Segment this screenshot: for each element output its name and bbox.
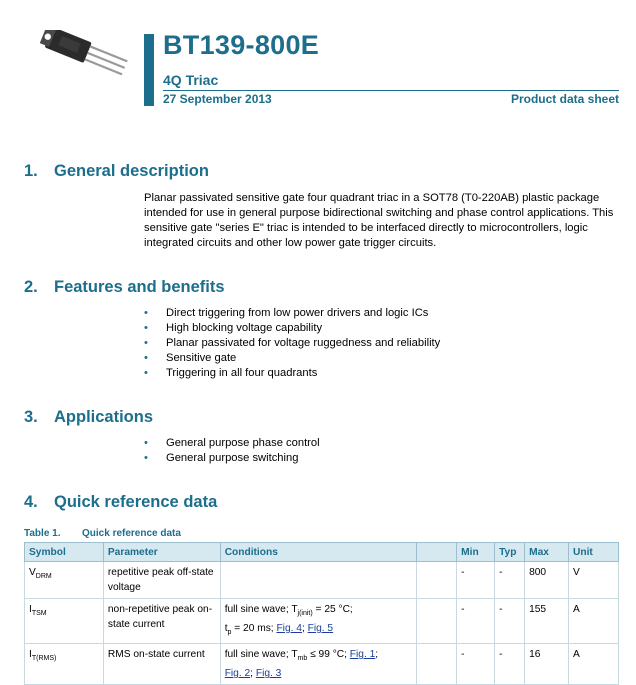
min-cell: - bbox=[457, 599, 495, 644]
section-heading-features bbox=[24, 278, 225, 297]
unit-cell: A bbox=[569, 599, 619, 644]
list-item-text: General purpose phase control bbox=[166, 437, 320, 449]
spacer-cell bbox=[417, 599, 457, 644]
section-heading-quick-reference bbox=[24, 493, 217, 512]
list-item bbox=[144, 366, 440, 381]
symbol-subscript: TSM bbox=[31, 610, 47, 618]
condition-subscript: mb bbox=[297, 655, 308, 663]
list-item bbox=[144, 321, 440, 336]
conditions-cell bbox=[220, 599, 417, 644]
section-title: Applications bbox=[54, 408, 154, 426]
conditions-cell bbox=[220, 562, 417, 599]
section-number: 2. bbox=[24, 278, 38, 296]
list-item-text: Sensitive gate bbox=[166, 352, 237, 364]
document-type: Product data sheet bbox=[510, 92, 619, 106]
symbol-text: V bbox=[29, 567, 36, 578]
applications-list bbox=[144, 436, 320, 466]
condition-text: ≤ 99 °C; bbox=[307, 649, 350, 661]
min-cell: - bbox=[457, 562, 495, 599]
parameter-cell: repetitive peak off-state voltage bbox=[103, 562, 220, 599]
column-header-conditions: Conditions bbox=[220, 543, 417, 562]
bullet-icon: • bbox=[144, 337, 148, 349]
condition-separator: ; bbox=[375, 649, 379, 661]
table-title: Quick reference data bbox=[82, 528, 181, 539]
list-item bbox=[144, 436, 320, 451]
section-number: 3. bbox=[24, 408, 38, 426]
max-cell: 16 bbox=[525, 644, 569, 685]
figure-link-fig-4[interactable]: Fig. 4 bbox=[276, 623, 302, 635]
section-title: General description bbox=[54, 162, 209, 180]
condition-text: = 25 °C; bbox=[312, 604, 353, 615]
typ-cell: - bbox=[495, 562, 525, 599]
table-number: Table 1. bbox=[24, 528, 61, 539]
condition-subscript: p bbox=[227, 629, 232, 637]
bullet-icon: • bbox=[144, 307, 148, 319]
figure-link-fig-1[interactable]: Fig. 1 bbox=[349, 649, 376, 661]
symbol-cell bbox=[25, 599, 104, 644]
column-header-unit: Unit bbox=[569, 543, 619, 562]
bullet-icon: • bbox=[144, 352, 148, 364]
header-accent-bar bbox=[144, 34, 154, 106]
section-number: 1. bbox=[24, 162, 38, 180]
unit-cell: V bbox=[569, 562, 619, 599]
condition-text: = 20 ms; bbox=[231, 623, 277, 635]
table-row bbox=[25, 562, 619, 599]
quick-reference-table bbox=[24, 542, 619, 685]
column-header-typ: Typ bbox=[495, 543, 525, 562]
symbol-cell bbox=[25, 562, 104, 599]
symbol-text: I bbox=[29, 649, 32, 661]
condition-separator: ; bbox=[250, 668, 256, 680]
list-item-text: Direct triggering from low power drivers and logic ICs bbox=[166, 307, 429, 319]
symbol-text: I bbox=[29, 604, 32, 615]
list-item-text: Triggering in all four quadrants bbox=[166, 367, 318, 379]
list-item-text: High blocking voltage capability bbox=[166, 322, 323, 334]
condition-separator: ; bbox=[301, 623, 308, 635]
column-header-min: Min bbox=[457, 543, 495, 562]
typ-cell: - bbox=[495, 599, 525, 644]
symbol-cell bbox=[25, 644, 104, 685]
parameter-cell: non-repetitive peak on-state current bbox=[103, 599, 220, 644]
general-description-text: Planar passivated sensitive gate four quadrant triac in a SOT78 (T0-220AB) plastic package intended for use in general purpose bidirectional switching and phase control applications. This sensitive gate "series E" triac is intended to be interfaced directly to microcontrollers, logic integrated circuits and other low power gate trigger circuits. bbox=[144, 192, 614, 249]
list-item bbox=[144, 306, 440, 321]
condition-text: t bbox=[224, 623, 228, 635]
section-heading-general-description bbox=[24, 162, 209, 181]
section-heading-applications bbox=[24, 408, 153, 427]
header-divider bbox=[163, 90, 619, 91]
spacer-cell bbox=[417, 644, 457, 685]
features-list bbox=[144, 306, 440, 381]
spacer-cell bbox=[417, 562, 457, 599]
column-header-spacer bbox=[417, 543, 457, 562]
bullet-icon: • bbox=[144, 452, 148, 464]
figure-link-fig-2[interactable]: Fig. 2 bbox=[224, 668, 251, 680]
bullet-icon: • bbox=[144, 322, 148, 334]
bullet-icon: • bbox=[144, 367, 148, 379]
max-cell: 155 bbox=[525, 599, 569, 644]
column-header-symbol: Symbol bbox=[25, 543, 104, 562]
section-title: Features and benefits bbox=[54, 278, 225, 296]
max-cell: 800 bbox=[525, 562, 569, 599]
bullet-icon: • bbox=[144, 437, 148, 449]
figure-link-fig-3[interactable]: Fig. 3 bbox=[255, 668, 282, 680]
typ-cell: - bbox=[495, 644, 525, 685]
document-subtitle: 4Q Triac bbox=[163, 72, 219, 88]
list-item bbox=[144, 336, 440, 351]
table-caption bbox=[24, 528, 181, 539]
column-header-max: Max bbox=[525, 543, 569, 562]
list-item bbox=[144, 351, 440, 366]
document-date: 27 September 2013 bbox=[163, 92, 272, 106]
min-cell: - bbox=[457, 644, 495, 685]
list-item-text: Planar passivated for voltage ruggedness and reliability bbox=[166, 337, 441, 349]
column-header-parameter: Parameter bbox=[103, 543, 220, 562]
parameter-cell: RMS on-state current bbox=[103, 644, 220, 685]
symbol-subscript: T(RMS) bbox=[31, 655, 57, 663]
table-row bbox=[25, 644, 619, 685]
list-item bbox=[144, 451, 320, 466]
list-item-text: General purpose switching bbox=[166, 452, 299, 464]
condition-text: full sine wave; T bbox=[224, 649, 298, 661]
figure-link-fig-5[interactable]: Fig. 5 bbox=[307, 623, 334, 635]
table-header-row bbox=[25, 543, 619, 562]
section-title: Quick reference data bbox=[54, 493, 218, 511]
conditions-cell bbox=[220, 644, 417, 685]
unit-cell: A bbox=[569, 644, 619, 685]
condition-subscript: j(init) bbox=[297, 610, 313, 618]
condition-text: full sine wave; T bbox=[224, 604, 298, 615]
to220-package-image bbox=[38, 30, 136, 76]
document-title: BT139-800E bbox=[163, 30, 320, 60]
section-number: 4. bbox=[24, 493, 38, 511]
symbol-subscript: DRM bbox=[35, 573, 52, 581]
table-row bbox=[25, 599, 619, 644]
